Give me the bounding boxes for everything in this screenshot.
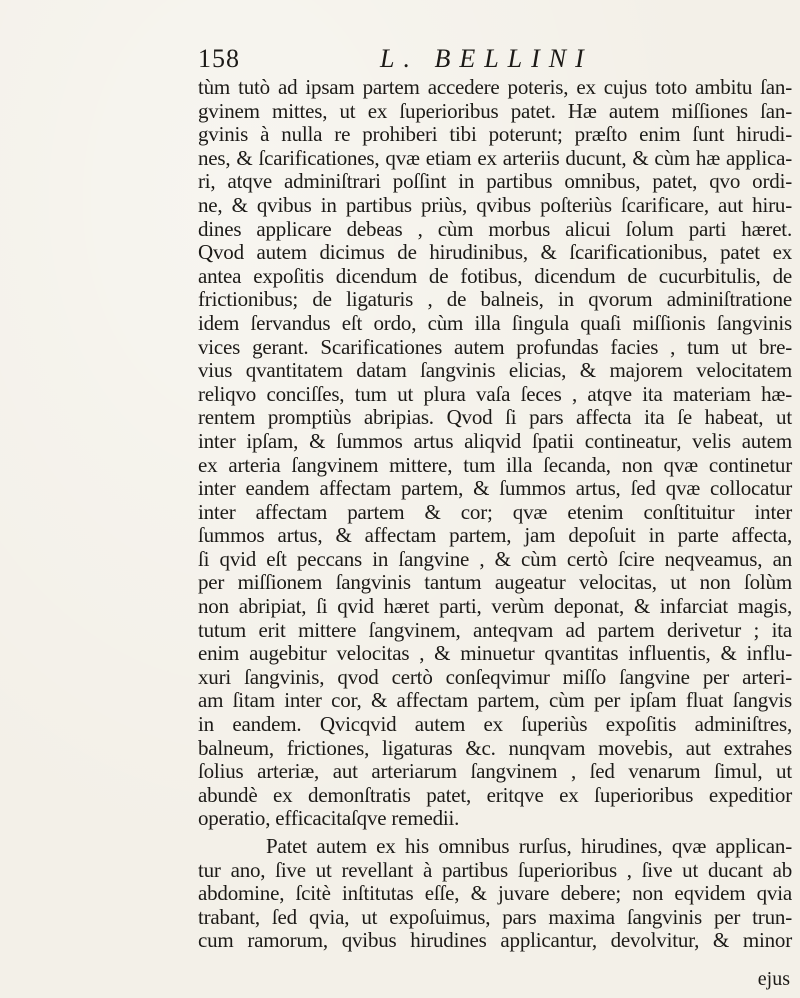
text-line: xuri ſangvinis, qvod certò conſeqvimur miſſo ſangvine per arteri-	[198, 664, 792, 689]
text-line: reliqvo conciſſes, tum ut plura vaſa ſeces , atqve ita materiam hæ-	[198, 381, 792, 406]
paragraph	[198, 835, 792, 953]
text-line: inter eandem affectam partem, & ſummos artus, ſed qvæ collocatur	[198, 476, 792, 501]
text-line: gvinis à nulla re prohiberi tibi poterunt; præſto enim ſunt hirudi-	[198, 122, 792, 147]
text-line: ſummos artus, & affectam partem, jam depoſuit in parte affecta,	[198, 523, 792, 548]
text-line: in eandem. Qvicqvid autem ex ſuperiùs expoſitis adminiſtres,	[198, 712, 792, 737]
text-line: non abripiat, ſi qvid hæret parti, verùm deponat, & infarciat magis,	[198, 594, 792, 619]
text-line: am ſitam inter cor, & affectam partem, cùm per ipſam fluat ſangvis	[198, 688, 792, 713]
text-line: vius qvantitatem datam ſangvinis elicias, & majorem velocitatem	[198, 358, 792, 383]
text-line: frictionibus; de ligaturis , de balneis, in qvorum adminiſtratione	[198, 287, 792, 312]
text-line: cum ramorum, qvibus hirudines applicantur, devolvitur, & minor	[198, 928, 792, 953]
text-line: Qvod autem dicimus de hirudinibus, & ſcarificationibus, patet ex	[198, 240, 792, 265]
text-line: per miſſionem ſangvinis tantum augeatur velocitas, ut non ſolùm	[198, 570, 792, 595]
text-line: vices gerant. Scarificationes autem profundas facies , tum ut bre-	[198, 334, 792, 359]
body-text	[198, 76, 792, 953]
text-line: balneum, frictiones, ligaturas &c. nunqvam movebis, aut extrahes	[198, 735, 792, 760]
text-line: tutum erit mittere ſangvinem, anteqvam ad partem derivetur ; ita	[198, 617, 792, 642]
text-line: dines applicare debeas , cùm morbus alicui ſolum parti hæret.	[198, 216, 792, 241]
text-line: ne, & qvibus in partibus priùs, qvibus poſteriùs ſcarificare, aut hiru-	[198, 192, 792, 217]
text-line: ſi qvid eſt peccans in ſangvine , & cùm certò ſcire neqveamus, an	[198, 546, 792, 571]
text-line: enim augebitur velocitas , & minuetur qvantitas influentis, & influ-	[198, 641, 792, 666]
text-line: abundè ex demonſtratis patet, eritqve ex ſuperioribus expeditior	[198, 782, 792, 807]
text-line: tur ano, ſive ut revellant à partibus ſuperioribus , ſive ut ducant ab	[198, 857, 792, 882]
text-line: gvinem mittes, ut ex ſuperioribus patet. Hæ autem miſſiones ſan-	[198, 98, 792, 123]
text-line: trabant, ſed qvia, ut expoſuimus, pars maxima ſangvinis per trun-	[198, 904, 792, 929]
text-line: operatio, efficacitaſqve remedii.	[198, 806, 460, 831]
catchword: ejus	[757, 968, 790, 990]
text-line: abdomine, ſcitè inſtitutas eſſe, & juvare debere; non eqvidem qvia	[198, 881, 792, 906]
text-line: antea expoſitis dicendum de fotibus, dicendum de cucurbitulis, de	[198, 263, 792, 288]
page-number: 158	[198, 44, 240, 73]
text-line: idem ſervandus eſt ordo, cùm illa ſingula quaſi miſſionis ſangvinis	[198, 310, 792, 335]
text-line: ri, atqve adminiſtrari poſſint in partibus omnibus, patet, qvo ordi-	[198, 169, 792, 194]
running-head: L. BELLINI	[380, 44, 593, 73]
text-line: inter affectam partem & cor; qvæ etenim conſtituitur inter	[198, 499, 792, 524]
text-line: rentem promptiùs abripias. Qvod ſi pars affecta ita ſe habeat, ut	[198, 405, 792, 430]
text-line: Patet autem ex his omnibus rurſus, hirudines, qvæ applican-	[266, 834, 792, 858]
text-line: inter ipſam, & ſummos artus aliqvid ſpatii contineatur, velis autem	[198, 428, 792, 453]
text-line: tùm tutò ad ipsam partem accedere poteris, ex cujus toto ambitu ſan-	[198, 75, 792, 99]
paragraph	[198, 76, 792, 831]
text-line: ſolius arteriæ, aut arteriarum ſangvinem , ſed venarum ſimul, ut	[198, 759, 792, 784]
text-line: ex arteria ſangvinem mittere, tum illa ſecanda, non qvæ continetur	[198, 452, 792, 477]
page-header	[198, 44, 798, 78]
text-line: nes, & ſcarificationes, qvæ etiam ex arteriis ducunt, & cùm hæ applica-	[198, 145, 792, 170]
